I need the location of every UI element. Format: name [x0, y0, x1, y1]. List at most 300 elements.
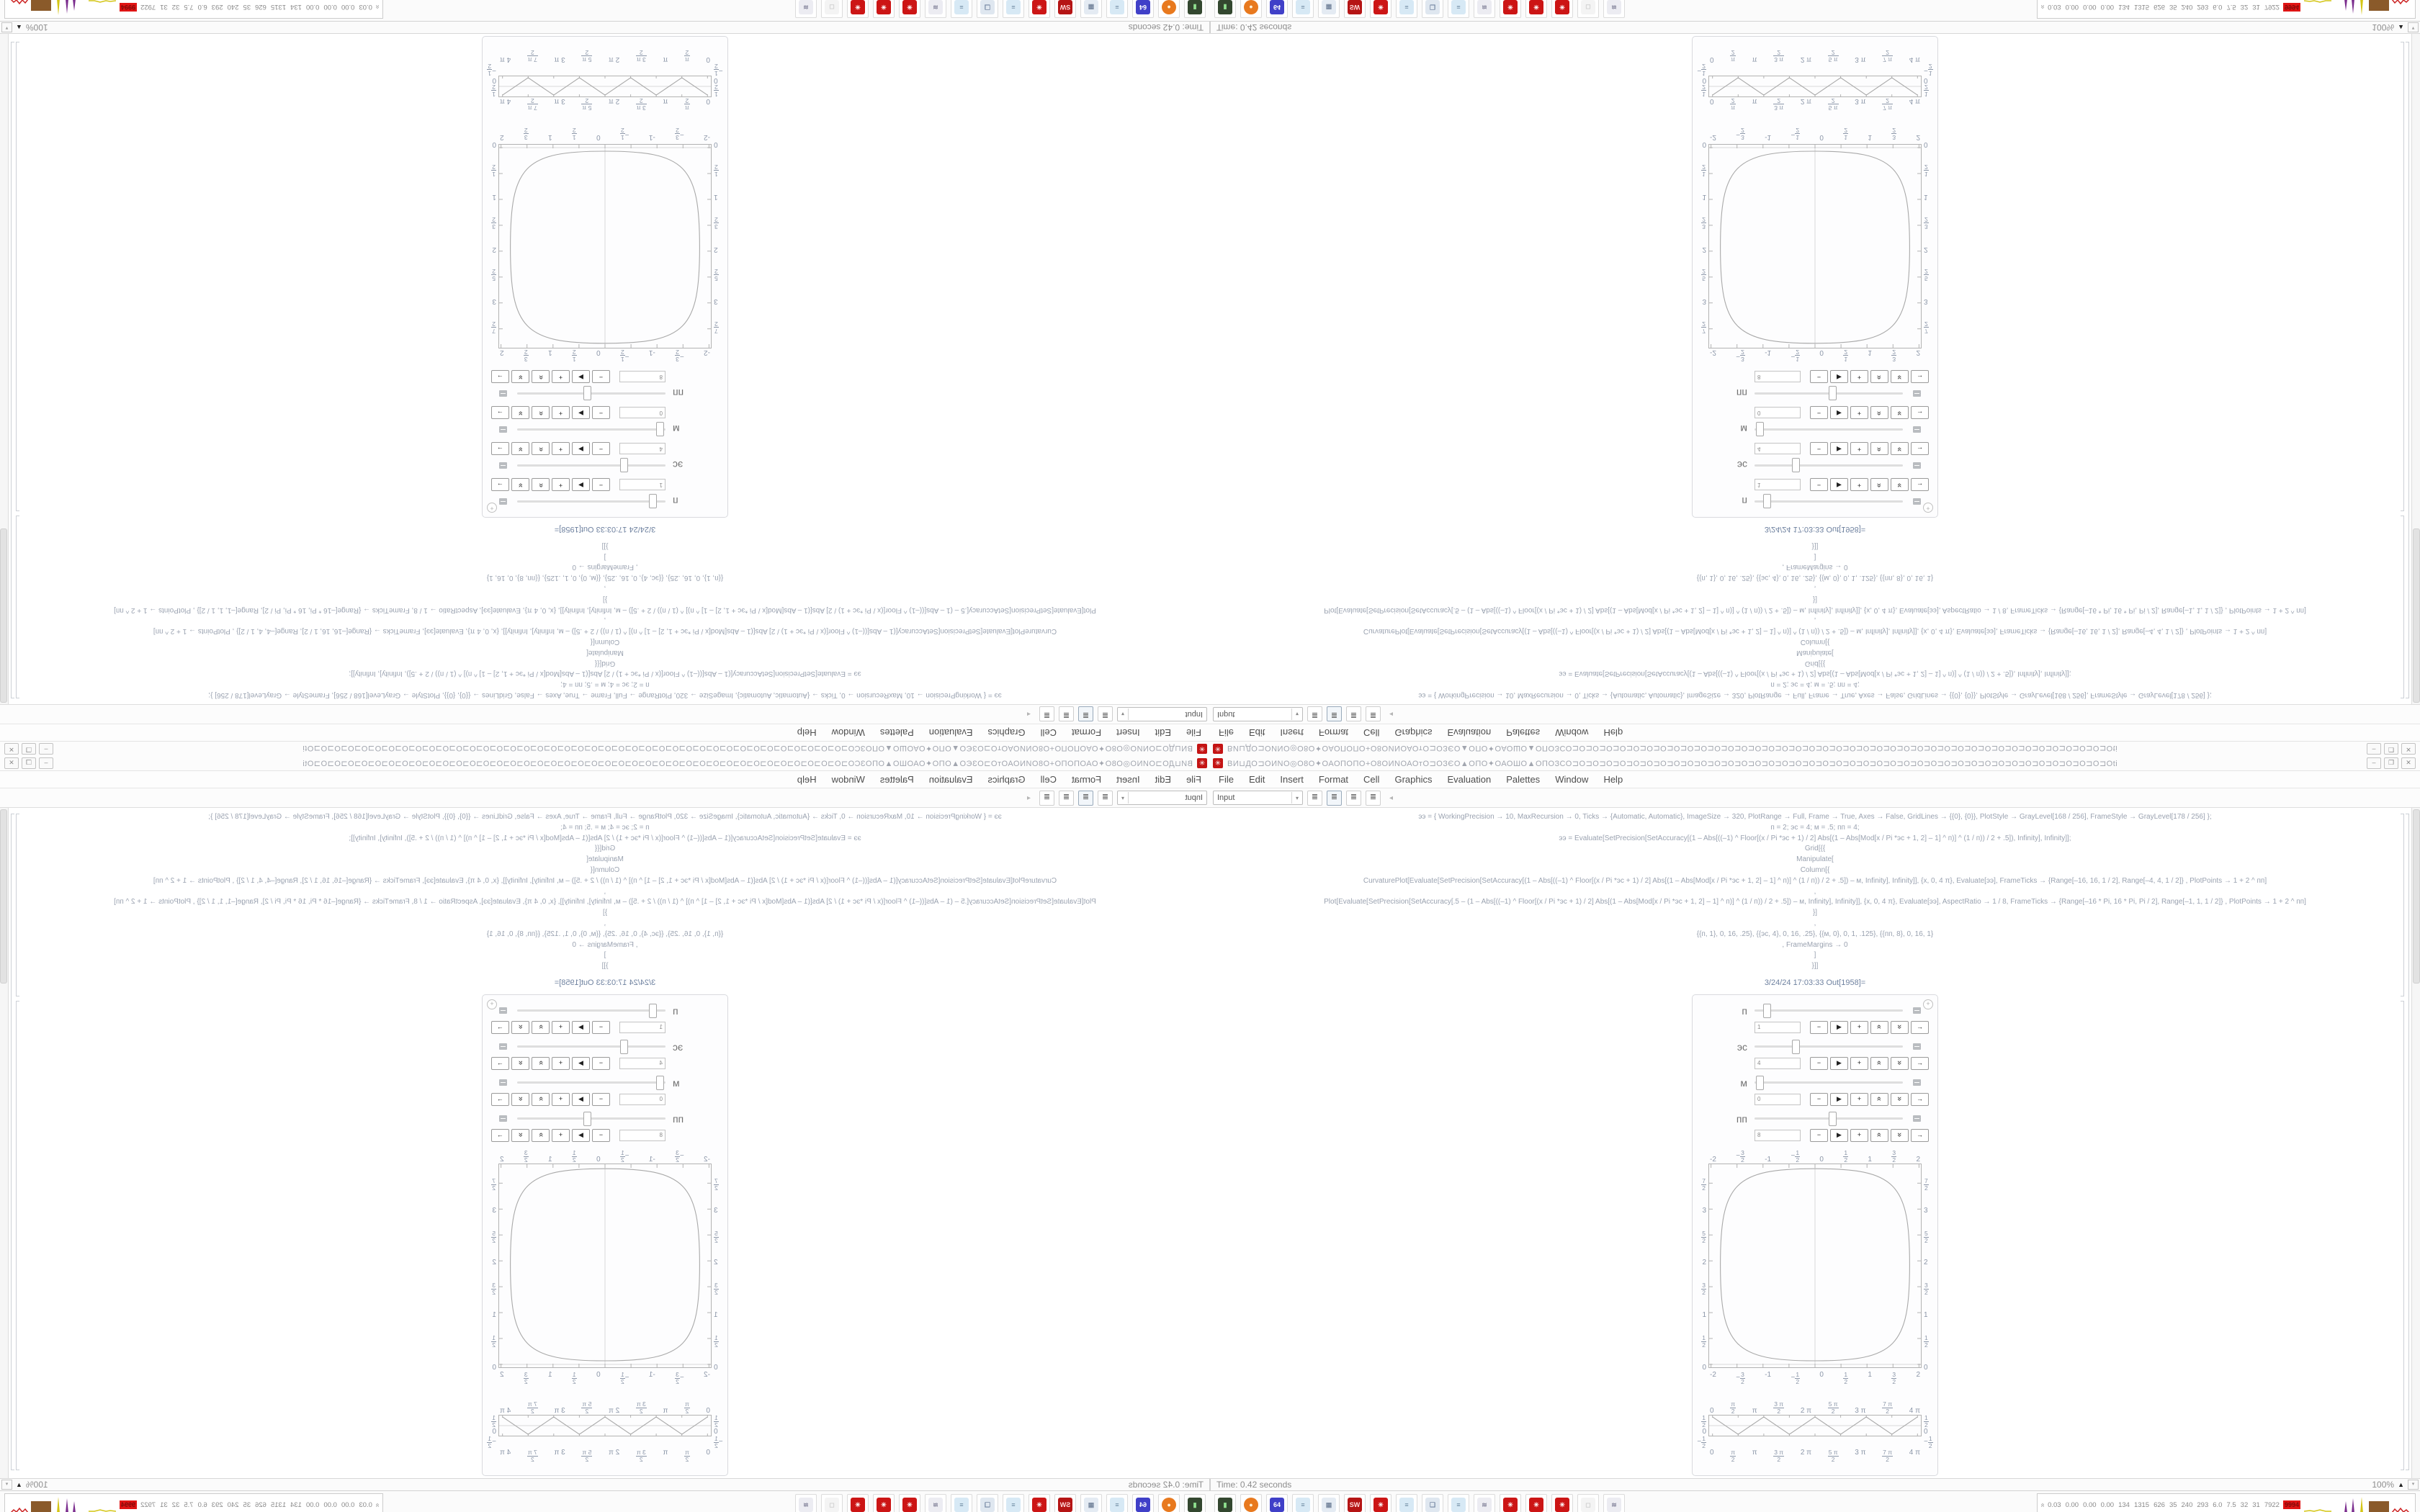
play-button[interactable]: ▶: [1830, 478, 1848, 491]
menu-evaluation[interactable]: Evaluation: [928, 727, 973, 738]
align-center-button[interactable]: ≣: [1078, 707, 1093, 722]
slider-value-field[interactable]: 0: [1754, 1094, 1801, 1105]
play-button[interactable]: ▶: [1830, 1093, 1848, 1106]
slider-collapse-button[interactable]: [1913, 1115, 1921, 1122]
slider-collapse-button[interactable]: [499, 1079, 507, 1086]
slider-handle[interactable]: [1763, 1004, 1771, 1018]
notepad-icon[interactable]: ≡: [951, 0, 972, 18]
menu-window[interactable]: Window: [831, 727, 865, 738]
direction-button[interactable]: →: [491, 442, 509, 455]
menu-cell[interactable]: Cell: [1040, 727, 1057, 738]
direction-button[interactable]: →: [1911, 370, 1929, 383]
magnification-value[interactable]: 100%: [2372, 22, 2395, 32]
menu-file[interactable]: File: [1219, 774, 1234, 785]
direction-button[interactable]: →: [491, 1093, 509, 1106]
play-button[interactable]: ▶: [572, 1057, 590, 1070]
mathematica-icon[interactable]: ✳: [899, 0, 920, 18]
menu-evaluation[interactable]: Evaluation: [1447, 774, 1492, 785]
slider-handle[interactable]: [649, 494, 657, 508]
direction-button[interactable]: →: [491, 478, 509, 491]
slower-button[interactable]: [511, 406, 529, 419]
step-minus-button[interactable]: −: [592, 442, 610, 455]
slider-collapse-button[interactable]: [499, 426, 507, 433]
direction-button[interactable]: →: [1911, 1129, 1929, 1142]
slider-value-field[interactable]: 8: [1754, 1130, 1801, 1141]
slower-button[interactable]: [1891, 1129, 1909, 1142]
mathematica-icon[interactable]: ✳: [1500, 1494, 1521, 1512]
mathematica-icon[interactable]: ✳: [1500, 0, 1521, 18]
slower-button[interactable]: [1891, 406, 1909, 419]
step-minus-button[interactable]: −: [592, 1057, 610, 1070]
menu-cell[interactable]: Cell: [1363, 727, 1380, 738]
menu-file[interactable]: File: [1219, 727, 1234, 738]
step-plus-button[interactable]: +: [552, 1021, 570, 1034]
menu-edit[interactable]: Edit: [1155, 727, 1172, 738]
slider-track[interactable]: [1754, 392, 1903, 395]
magnification-dropdown[interactable]: ▾: [1, 22, 12, 32]
expander-chevron-icon[interactable]: »: [374, 1503, 382, 1507]
cell-style-dropdown[interactable]: [1117, 707, 1207, 721]
maximize-button[interactable]: ❐: [2384, 757, 2398, 769]
align-justify-button[interactable]: ≣: [1039, 791, 1054, 806]
terminal-icon[interactable]: ▮: [1184, 0, 1206, 18]
scrollbar-thumb[interactable]: [2413, 809, 2420, 984]
slider-collapse-button[interactable]: [1913, 462, 1921, 469]
play-button[interactable]: ▶: [572, 406, 590, 419]
magnification-value[interactable]: 100%: [25, 22, 48, 32]
slider-track[interactable]: [1754, 1009, 1903, 1012]
menu-file[interactable]: File: [1186, 774, 1201, 785]
cell-bracket-output[interactable]: [2401, 1001, 2404, 1470]
play-button[interactable]: ▶: [572, 442, 590, 455]
maximize-button[interactable]: ❐: [2384, 743, 2398, 755]
slider-collapse-button[interactable]: [499, 390, 507, 397]
menu-edit[interactable]: Edit: [1248, 727, 1265, 738]
menu-help[interactable]: Help: [797, 774, 817, 785]
slider-track[interactable]: [517, 1045, 666, 1048]
step-minus-button[interactable]: −: [1810, 406, 1828, 419]
notepad-icon[interactable]: ≡: [1396, 1494, 1417, 1512]
slower-button[interactable]: [1891, 1021, 1909, 1034]
floppy-64-icon[interactable]: 64: [1266, 0, 1288, 18]
faster-button[interactable]: [532, 1129, 550, 1142]
window-titlebar[interactable]: [0, 756, 1210, 771]
mathematica-icon[interactable]: ✳: [873, 0, 895, 18]
menu-graphics[interactable]: Graphics: [987, 727, 1026, 738]
slider-value-field[interactable]: 1: [1754, 479, 1801, 490]
menu-window[interactable]: Window: [831, 774, 865, 785]
play-button[interactable]: ▶: [1830, 406, 1848, 419]
magnification-value[interactable]: 100%: [2372, 1480, 2395, 1490]
slider-value-field[interactable]: 0: [619, 407, 666, 418]
slider-handle[interactable]: [1792, 1040, 1800, 1054]
step-plus-button[interactable]: +: [1850, 1021, 1868, 1034]
menu-format[interactable]: Format: [1318, 774, 1349, 785]
toolbar-collapse-icon[interactable]: ◂: [1026, 793, 1031, 802]
menu-palettes[interactable]: Palettes: [1506, 774, 1541, 785]
slider-collapse-button[interactable]: [1913, 1079, 1921, 1086]
align-left-button[interactable]: ≣: [1307, 791, 1322, 806]
faded-icon[interactable]: ◻: [1577, 0, 1599, 18]
slider-value-field[interactable]: 8: [619, 1130, 666, 1141]
mathematica-icon[interactable]: ✳: [847, 1494, 869, 1512]
notepad-icon[interactable]: ≡: [1003, 0, 1024, 18]
align-right-button[interactable]: ≣: [1059, 791, 1074, 806]
step-plus-button[interactable]: +: [552, 370, 570, 383]
mathematica-icon[interactable]: ✳: [1525, 1494, 1547, 1512]
menu-format[interactable]: Format: [1318, 727, 1349, 738]
align-left-button[interactable]: ≣: [1098, 791, 1113, 806]
step-minus-button[interactable]: −: [592, 406, 610, 419]
scroll-icon[interactable]: ≋: [795, 0, 817, 18]
red-cube-icon[interactable]: SW: [1344, 0, 1366, 18]
slider-collapse-button[interactable]: [499, 1115, 507, 1122]
direction-button[interactable]: →: [1911, 442, 1929, 455]
direction-button[interactable]: →: [1911, 478, 1929, 491]
expander-chevron-icon[interactable]: »: [374, 5, 382, 9]
slider-handle[interactable]: [1756, 422, 1764, 436]
slider-track[interactable]: [517, 1117, 666, 1120]
slider-value-field[interactable]: 4: [1754, 1058, 1801, 1069]
step-plus-button[interactable]: +: [552, 1129, 570, 1142]
slower-button[interactable]: [511, 1129, 529, 1142]
slower-button[interactable]: [511, 442, 529, 455]
mathematica-icon[interactable]: ✳: [1028, 1494, 1050, 1512]
cell-group-bracket[interactable]: [2406, 42, 2409, 698]
faster-button[interactable]: [1870, 370, 1888, 383]
cell-bracket-code[interactable]: [16, 516, 19, 698]
notepad-icon[interactable]: ≡: [1448, 0, 1469, 18]
slider-value-field[interactable]: 8: [1754, 371, 1801, 382]
step-minus-button[interactable]: −: [1810, 1093, 1828, 1106]
cell-style-dropdown[interactable]: [1213, 707, 1303, 721]
align-justify-button[interactable]: ≣: [1039, 707, 1054, 722]
slider-track[interactable]: [517, 392, 666, 395]
direction-button[interactable]: →: [491, 406, 509, 419]
slider-value-field[interactable]: 4: [619, 1058, 666, 1069]
menu-evaluation[interactable]: Evaluation: [928, 774, 973, 785]
close-button[interactable]: ✕: [4, 757, 19, 769]
menu-palettes[interactable]: Palettes: [879, 727, 914, 738]
expander-chevron-icon[interactable]: »: [2038, 1503, 2046, 1507]
step-plus-button[interactable]: +: [1850, 1093, 1868, 1106]
slider-handle[interactable]: [1763, 494, 1771, 508]
mathematica-icon[interactable]: ✳: [899, 1494, 920, 1512]
step-minus-button[interactable]: −: [1810, 1129, 1828, 1142]
cell-bracket-output[interactable]: [16, 1001, 19, 1470]
close-button[interactable]: ✕: [2401, 757, 2416, 769]
slider-handle[interactable]: [656, 422, 664, 436]
slider-handle[interactable]: [1792, 458, 1800, 472]
faster-button[interactable]: [532, 1021, 550, 1034]
slider-track[interactable]: [1754, 428, 1903, 431]
close-button[interactable]: ✕: [4, 743, 19, 755]
step-minus-button[interactable]: −: [1810, 442, 1828, 455]
slider-collapse-button[interactable]: [1913, 1007, 1921, 1014]
manipulate-options-icon[interactable]: +: [487, 503, 497, 513]
window-titlebar[interactable]: [1210, 741, 2420, 756]
slider-value-field[interactable]: 1: [619, 1022, 666, 1033]
menu-help[interactable]: Help: [797, 727, 817, 738]
calculator-icon[interactable]: ▦: [1080, 1494, 1102, 1512]
slider-track[interactable]: [517, 1009, 666, 1012]
slider-value-field[interactable]: 0: [1754, 407, 1801, 418]
window-titlebar[interactable]: [1210, 756, 2420, 771]
mathematica-icon[interactable]: ✳: [847, 0, 869, 18]
cell-style-dropdown[interactable]: [1213, 791, 1303, 805]
calculator-icon[interactable]: ▦: [1318, 0, 1340, 18]
mathematica-icon[interactable]: ✳: [1551, 1494, 1573, 1512]
direction-button[interactable]: →: [491, 1021, 509, 1034]
vertical-scrollbar[interactable]: [0, 34, 9, 704]
slider-value-field[interactable]: 1: [1754, 1022, 1801, 1033]
slider-handle[interactable]: [621, 1040, 629, 1054]
window-icon[interactable]: ❑: [977, 1494, 998, 1512]
toolbar-collapse-icon[interactable]: ◂: [1026, 710, 1031, 719]
menu-insert[interactable]: Insert: [1116, 727, 1140, 738]
slider-collapse-button[interactable]: [499, 498, 507, 505]
toolbar-collapse-icon[interactable]: ◂: [1389, 793, 1394, 802]
mathematica-icon[interactable]: ✳: [1551, 0, 1573, 18]
step-plus-button[interactable]: +: [552, 442, 570, 455]
slider-handle[interactable]: [1756, 1076, 1764, 1090]
menu-window[interactable]: Window: [1555, 774, 1589, 785]
scrollbar-thumb[interactable]: [0, 809, 7, 984]
slower-button[interactable]: [511, 1093, 529, 1106]
slider-track[interactable]: [517, 464, 666, 467]
vertical-scrollbar[interactable]: [0, 808, 9, 1478]
menu-edit[interactable]: Edit: [1248, 774, 1265, 785]
terminal-icon[interactable]: ▮: [1214, 1494, 1236, 1512]
cell-group-bracket[interactable]: [11, 814, 14, 1470]
magnification-dropdown[interactable]: ▾: [2408, 22, 2419, 32]
mathematica-icon[interactable]: ✳: [1370, 1494, 1392, 1512]
slider-handle[interactable]: [583, 1112, 591, 1126]
mathematica-icon[interactable]: ✳: [1028, 0, 1050, 18]
firefox-icon[interactable]: ●: [1240, 1494, 1262, 1512]
manipulate-options-icon[interactable]: +: [487, 999, 497, 1009]
toolbar-collapse-icon[interactable]: ◂: [1389, 710, 1394, 719]
menu-cell[interactable]: Cell: [1040, 774, 1057, 785]
slider-track[interactable]: [1754, 1081, 1903, 1084]
align-right-button[interactable]: ≣: [1346, 791, 1361, 806]
menu-graphics[interactable]: Graphics: [1394, 774, 1433, 785]
manipulate-options-icon[interactable]: +: [1923, 503, 1933, 513]
notepad-icon[interactable]: ≡: [951, 1494, 972, 1512]
slider-collapse-button[interactable]: [499, 1007, 507, 1014]
play-button[interactable]: ▶: [1830, 1057, 1848, 1070]
menu-graphics[interactable]: Graphics: [987, 774, 1026, 785]
menu-palettes[interactable]: Palettes: [1506, 727, 1541, 738]
faster-button[interactable]: [1870, 1057, 1888, 1070]
scrollbar-thumb[interactable]: [0, 528, 7, 703]
magnification-value[interactable]: 100%: [25, 1480, 48, 1490]
faster-button[interactable]: [1870, 1021, 1888, 1034]
direction-button[interactable]: →: [491, 370, 509, 383]
step-plus-button[interactable]: +: [552, 1057, 570, 1070]
slider-value-field[interactable]: 4: [1754, 443, 1801, 454]
scroll-icon[interactable]: ≋: [1474, 0, 1495, 18]
notepad-icon[interactable]: ≡: [1396, 0, 1417, 18]
floppy-64-icon[interactable]: 64: [1132, 1494, 1154, 1512]
cell-bracket-code[interactable]: [2401, 516, 2404, 698]
scrollbar-thumb[interactable]: [2413, 528, 2420, 703]
menu-help[interactable]: Help: [1603, 774, 1623, 785]
terminal-icon[interactable]: ▮: [1214, 0, 1236, 18]
align-left-button[interactable]: ≣: [1307, 707, 1322, 722]
scroll-icon[interactable]: ≋: [1474, 1494, 1495, 1512]
faster-button[interactable]: [532, 370, 550, 383]
direction-button[interactable]: →: [1911, 1021, 1929, 1034]
step-plus-button[interactable]: +: [1850, 1057, 1868, 1070]
menu-cell[interactable]: Cell: [1363, 774, 1380, 785]
calculator-icon[interactable]: ▦: [1080, 0, 1102, 18]
align-center-button[interactable]: ≣: [1327, 791, 1342, 806]
menu-format[interactable]: Format: [1071, 727, 1102, 738]
cell-style-dropdown[interactable]: [1117, 791, 1207, 805]
manipulate-options-icon[interactable]: +: [1923, 999, 1933, 1009]
notepad-icon[interactable]: ≡: [1106, 1494, 1128, 1512]
notepad-icon[interactable]: ≡: [1292, 1494, 1314, 1512]
step-minus-button[interactable]: −: [1810, 478, 1828, 491]
step-plus-button[interactable]: +: [1850, 478, 1868, 491]
window-icon[interactable]: ❑: [1422, 0, 1443, 18]
maximize-button[interactable]: ❐: [22, 757, 36, 769]
step-minus-button[interactable]: −: [592, 1021, 610, 1034]
step-plus-button[interactable]: +: [552, 478, 570, 491]
slider-track[interactable]: [1754, 1045, 1903, 1048]
chevron-down-icon[interactable]: ▾: [1118, 792, 1129, 804]
vertical-scrollbar[interactable]: [2411, 808, 2420, 1478]
chevron-down-icon[interactable]: ▾: [1291, 708, 1302, 720]
faster-button[interactable]: [1870, 1093, 1888, 1106]
minimize-button[interactable]: –: [2367, 743, 2381, 755]
slider-track[interactable]: [517, 1081, 666, 1084]
cell-bracket-code[interactable]: [16, 814, 19, 996]
faster-button[interactable]: [532, 478, 550, 491]
step-plus-button[interactable]: +: [1850, 1129, 1868, 1142]
step-minus-button[interactable]: −: [592, 478, 610, 491]
slider-track[interactable]: [1754, 464, 1903, 467]
menu-palettes[interactable]: Palettes: [879, 774, 914, 785]
play-button[interactable]: ▶: [1830, 370, 1848, 383]
slider-handle[interactable]: [621, 458, 629, 472]
cell-group-bracket[interactable]: [11, 42, 14, 698]
slower-button[interactable]: [1891, 442, 1909, 455]
slider-value-field[interactable]: 4: [619, 443, 666, 454]
slider-handle[interactable]: [656, 1076, 664, 1090]
cell-bracket-output[interactable]: [2401, 42, 2404, 511]
align-justify-button[interactable]: ≣: [1366, 791, 1381, 806]
window-titlebar[interactable]: [0, 741, 1210, 756]
magnification-dropdown[interactable]: ▾: [2408, 1480, 2419, 1490]
play-button[interactable]: ▶: [572, 478, 590, 491]
red-cube-icon[interactable]: SW: [1054, 0, 1076, 18]
faster-button[interactable]: [532, 1057, 550, 1070]
slider-collapse-button[interactable]: [1913, 498, 1921, 505]
floppy-64-icon[interactable]: 64: [1266, 1494, 1288, 1512]
menu-insert[interactable]: Insert: [1280, 774, 1304, 785]
play-button[interactable]: ▶: [572, 1093, 590, 1106]
play-button[interactable]: ▶: [1830, 1021, 1848, 1034]
menu-format[interactable]: Format: [1071, 774, 1102, 785]
slider-collapse-button[interactable]: [1913, 1043, 1921, 1050]
cell-bracket-output[interactable]: [16, 42, 19, 511]
notepad-icon[interactable]: ≡: [1448, 1494, 1469, 1512]
align-center-button[interactable]: ≣: [1327, 707, 1342, 722]
notepad-icon[interactable]: ≡: [1106, 0, 1128, 18]
menu-window[interactable]: Window: [1555, 727, 1589, 738]
red-cube-icon[interactable]: SW: [1344, 1494, 1366, 1512]
slider-track[interactable]: [517, 500, 666, 503]
faster-button[interactable]: [1870, 406, 1888, 419]
step-plus-button[interactable]: +: [1850, 370, 1868, 383]
step-minus-button[interactable]: −: [1810, 1021, 1828, 1034]
cell-group-bracket[interactable]: [2406, 814, 2409, 1470]
slider-collapse-button[interactable]: [1913, 426, 1921, 433]
slider-handle[interactable]: [583, 386, 591, 400]
slider-value-field[interactable]: 1: [619, 479, 666, 490]
slower-button[interactable]: [1891, 370, 1909, 383]
mathematica-icon[interactable]: ✳: [873, 1494, 895, 1512]
direction-button[interactable]: →: [1911, 1057, 1929, 1070]
step-minus-button[interactable]: −: [1810, 370, 1828, 383]
slider-collapse-button[interactable]: [499, 1043, 507, 1050]
direction-button[interactable]: →: [1911, 406, 1929, 419]
terminal-icon[interactable]: ▮: [1184, 1494, 1206, 1512]
slider-collapse-button[interactable]: [1913, 390, 1921, 397]
slider-handle[interactable]: [1829, 386, 1837, 400]
firefox-icon[interactable]: ●: [1158, 0, 1180, 18]
step-plus-button[interactable]: +: [552, 406, 570, 419]
align-right-button[interactable]: ≣: [1059, 707, 1074, 722]
step-plus-button[interactable]: +: [552, 1093, 570, 1106]
expander-chevron-icon[interactable]: »: [2038, 5, 2046, 9]
menu-evaluation[interactable]: Evaluation: [1447, 727, 1492, 738]
step-minus-button[interactable]: −: [592, 1093, 610, 1106]
direction-button[interactable]: →: [491, 1129, 509, 1142]
slider-value-field[interactable]: 0: [619, 1094, 666, 1105]
mathematica-icon[interactable]: ✳: [1525, 0, 1547, 18]
align-left-button[interactable]: ≣: [1098, 707, 1113, 722]
menu-edit[interactable]: Edit: [1155, 774, 1172, 785]
step-plus-button[interactable]: +: [1850, 442, 1868, 455]
slider-handle[interactable]: [1829, 1112, 1837, 1126]
scroll-icon[interactable]: ≋: [1603, 0, 1625, 18]
minimize-button[interactable]: –: [39, 757, 53, 769]
mathematica-icon[interactable]: ✳: [1370, 0, 1392, 18]
faster-button[interactable]: [1870, 442, 1888, 455]
align-right-button[interactable]: ≣: [1346, 707, 1361, 722]
scroll-icon[interactable]: ≋: [1603, 1494, 1625, 1512]
maximize-button[interactable]: ❐: [22, 743, 36, 755]
notepad-icon[interactable]: ≡: [1292, 0, 1314, 18]
minimize-button[interactable]: –: [2367, 757, 2381, 769]
slower-button[interactable]: [1891, 1093, 1909, 1106]
faster-button[interactable]: [532, 1093, 550, 1106]
scroll-icon[interactable]: ≋: [795, 1494, 817, 1512]
magnification-dropdown[interactable]: ▾: [1, 1480, 12, 1490]
faster-button[interactable]: [532, 442, 550, 455]
slider-track[interactable]: [1754, 500, 1903, 503]
slower-button[interactable]: [511, 1021, 529, 1034]
notepad-icon[interactable]: ≡: [1003, 1494, 1024, 1512]
faded-icon[interactable]: ◻: [821, 0, 843, 18]
calculator-icon[interactable]: ▦: [1318, 1494, 1340, 1512]
red-cube-icon[interactable]: SW: [1054, 1494, 1076, 1512]
floppy-64-icon[interactable]: 64: [1132, 0, 1154, 18]
slider-track[interactable]: [1754, 1117, 1903, 1120]
